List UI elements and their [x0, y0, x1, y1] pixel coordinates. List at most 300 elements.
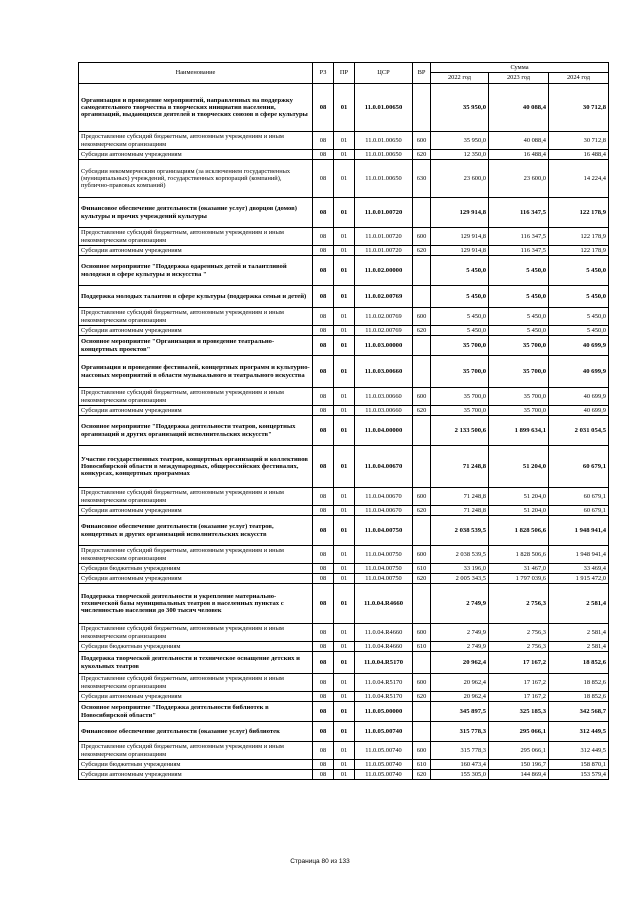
row-name: Субсидии бюджетным учреждениям: [79, 642, 313, 652]
row-name: Субсидии автономным учреждениям: [79, 150, 313, 160]
row-value-2022: 2 749,9: [431, 642, 489, 652]
row-csr: 11.0.04.R4660: [355, 624, 413, 642]
row-value-2022: 155 305,0: [431, 770, 489, 780]
row-name: Основное мероприятие "Поддержка деятельности библиотек в Новосибирской области": [79, 702, 313, 722]
row-pr: 01: [334, 564, 355, 574]
row-vr: 620: [413, 150, 431, 160]
row-value-2023: 17 167,2: [489, 652, 549, 674]
row-csr: 11.0.05.00740: [355, 742, 413, 760]
row-value-2024: 312 449,5: [549, 742, 609, 760]
row-csr: 11.0.01.00650: [355, 150, 413, 160]
row-value-2024: 2 581,4: [549, 642, 609, 652]
row-name: Предоставление субсидий бюджетным, автономным учреждениям и иным некоммерческим организациям: [79, 742, 313, 760]
row-value-2022: 345 897,5: [431, 702, 489, 722]
row-value-2022: 35 950,0: [431, 84, 489, 132]
row-rz: 08: [313, 84, 334, 132]
row-value-2022: 129 914,8: [431, 198, 489, 228]
row-csr: 11.0.03.00000: [355, 336, 413, 356]
row-value-2024: 1 915 472,0: [549, 574, 609, 584]
row-pr: 01: [334, 760, 355, 770]
table-row: [79, 446, 609, 488]
row-rz: 08: [313, 416, 334, 446]
row-rz: 08: [313, 488, 334, 506]
row-value-2024: 40 699,9: [549, 336, 609, 356]
table-row: [79, 770, 609, 780]
row-pr: 01: [334, 652, 355, 674]
table-row: [79, 624, 609, 642]
row-value-2024: 18 852,6: [549, 674, 609, 692]
row-pr: 01: [334, 286, 355, 308]
row-csr: 11.0.01.00650: [355, 160, 413, 198]
row-csr: 11.0.05.00740: [355, 722, 413, 742]
row-rz: 08: [313, 246, 334, 256]
row-pr: 01: [334, 198, 355, 228]
row-value-2022: 315 778,3: [431, 742, 489, 760]
row-value-2022: 129 914,8: [431, 228, 489, 246]
row-value-2022: 2 005 343,5: [431, 574, 489, 584]
row-value-2023: 40 088,4: [489, 84, 549, 132]
row-value-2023: 1 828 506,6: [489, 546, 549, 564]
row-name: Субсидии бюджетным учреждениям: [79, 760, 313, 770]
table-row: [79, 406, 609, 416]
row-pr: 01: [334, 132, 355, 150]
row-value-2024: 2 581,4: [549, 584, 609, 624]
row-csr: 11.0.04.00750: [355, 516, 413, 546]
table-row: [79, 722, 609, 742]
budget-table: [78, 62, 609, 780]
row-value-2022: 2 749,9: [431, 624, 489, 642]
table-row: [79, 674, 609, 692]
row-vr: [413, 652, 431, 674]
row-value-2022: 12 350,0: [431, 150, 489, 160]
row-csr: 11.0.04.00670: [355, 446, 413, 488]
row-rz: 08: [313, 256, 334, 286]
row-name: Финансовое обеспечение деятельности (оказание услуг) театров, концертных и других организаций исполнительских искусств: [79, 516, 313, 546]
row-csr: 11.0.02.00769: [355, 308, 413, 326]
row-name: Предоставление субсидий бюджетным, автономным учреждениям и иным некоммерческим организациям: [79, 308, 313, 326]
row-vr: 600: [413, 132, 431, 150]
row-csr: 11.0.03.00660: [355, 388, 413, 406]
row-name: Предоставление субсидий бюджетным, автономным учреждениям и иным некоммерческим организациям: [79, 132, 313, 150]
row-pr: 01: [334, 416, 355, 446]
table-row: [79, 132, 609, 150]
row-value-2023: 51 204,0: [489, 506, 549, 516]
row-pr: 01: [334, 308, 355, 326]
row-pr: 01: [334, 742, 355, 760]
row-name: Субсидии автономным учреждениям: [79, 326, 313, 336]
row-value-2023: 23 600,0: [489, 160, 549, 198]
row-vr: 620: [413, 692, 431, 702]
row-value-2024: 1 948 941,4: [549, 516, 609, 546]
row-name: Финансовое обеспечение деятельности (оказание услуг) дворцов (домов) культуры и прочих учреждений культуры: [79, 198, 313, 228]
row-pr: 01: [334, 246, 355, 256]
row-value-2023: 51 204,0: [489, 446, 549, 488]
row-rz: 08: [313, 642, 334, 652]
row-rz: 08: [313, 770, 334, 780]
table-row: [79, 642, 609, 652]
table-row: [79, 228, 609, 246]
header-name: Наименование: [79, 63, 313, 84]
table-row: [79, 150, 609, 160]
row-vr: [413, 256, 431, 286]
row-value-2022: 35 700,0: [431, 406, 489, 416]
table-row: [79, 574, 609, 584]
row-csr: 11.0.03.00660: [355, 406, 413, 416]
row-value-2024: 18 852,6: [549, 652, 609, 674]
table-row: [79, 308, 609, 326]
row-value-2024: 153 579,4: [549, 770, 609, 780]
table-row: [79, 356, 609, 388]
row-rz: 08: [313, 722, 334, 742]
row-value-2023: 35 700,0: [489, 388, 549, 406]
row-value-2022: 20 962,4: [431, 692, 489, 702]
row-name: Организация и проведение фестивалей, концертных программ и культурно- массовых мероприятий в области музыкального и театрального искусства: [79, 356, 313, 388]
row-value-2024: 5 450,0: [549, 326, 609, 336]
table-row: [79, 692, 609, 702]
row-vr: [413, 702, 431, 722]
row-name: Основное мероприятие "Организация и проведение театрально-концертных проектов": [79, 336, 313, 356]
row-value-2022: 23 600,0: [431, 160, 489, 198]
row-value-2024: 60 679,1: [549, 446, 609, 488]
row-pr: 01: [334, 256, 355, 286]
row-pr: 01: [334, 546, 355, 564]
row-csr: 11.0.04.00750: [355, 564, 413, 574]
row-vr: [413, 446, 431, 488]
row-name: Субсидии автономным учреждениям: [79, 770, 313, 780]
row-value-2023: 2 756,3: [489, 584, 549, 624]
row-name: Субсидии автономным учреждениям: [79, 692, 313, 702]
row-pr: 01: [334, 388, 355, 406]
row-value-2022: 2 749,9: [431, 584, 489, 624]
row-pr: 01: [334, 642, 355, 652]
row-vr: [413, 584, 431, 624]
row-rz: 08: [313, 742, 334, 760]
row-name: Субсидии автономным учреждениям: [79, 506, 313, 516]
row-csr: 11.0.02.00769: [355, 326, 413, 336]
row-pr: 01: [334, 516, 355, 546]
row-value-2022: 5 450,0: [431, 286, 489, 308]
header-year-2022: 2022 год: [431, 73, 489, 84]
row-pr: 01: [334, 584, 355, 624]
row-vr: 600: [413, 308, 431, 326]
row-name: Поддержка творческой деятельности и укрепление материально-технической базы муниципальных театров в населенных пунктах с численностью населения до 300 тысяч человек: [79, 584, 313, 624]
row-csr: 11.0.01.00650: [355, 84, 413, 132]
row-vr: 620: [413, 574, 431, 584]
row-vr: 600: [413, 674, 431, 692]
table-row: [79, 564, 609, 574]
row-vr: [413, 356, 431, 388]
row-value-2022: 35 700,0: [431, 388, 489, 406]
row-vr: [413, 286, 431, 308]
row-value-2024: 122 178,9: [549, 246, 609, 256]
row-value-2023: 5 450,0: [489, 326, 549, 336]
row-value-2022: 35 700,0: [431, 336, 489, 356]
row-value-2022: 2 038 539,5: [431, 516, 489, 546]
table-row: [79, 760, 609, 770]
header-rz: РЗ: [313, 63, 334, 84]
row-value-2024: 158 870,1: [549, 760, 609, 770]
row-csr: 11.0.01.00650: [355, 132, 413, 150]
row-rz: 08: [313, 564, 334, 574]
row-name: Основное мероприятие "Поддержка деятельности театров, концертных организаций и других организаций исполнительских искусств": [79, 416, 313, 446]
row-value-2023: 5 450,0: [489, 256, 549, 286]
row-value-2024: 2 581,4: [549, 624, 609, 642]
row-value-2022: 71 248,8: [431, 506, 489, 516]
row-value-2023: 2 756,3: [489, 642, 549, 652]
row-rz: 08: [313, 286, 334, 308]
row-vr: 610: [413, 642, 431, 652]
row-pr: 01: [334, 702, 355, 722]
row-name: Предоставление субсидий бюджетным, автономным учреждениям и иным некоммерческим организациям: [79, 546, 313, 564]
row-name: Финансовое обеспечение деятельности (оказание услуг) библиотек: [79, 722, 313, 742]
row-vr: [413, 516, 431, 546]
row-csr: 11.0.04.R4660: [355, 642, 413, 652]
table-body: [79, 84, 609, 780]
row-value-2024: 60 679,1: [549, 488, 609, 506]
row-rz: 08: [313, 574, 334, 584]
row-name: Субсидии автономным учреждениям: [79, 246, 313, 256]
row-rz: 08: [313, 356, 334, 388]
row-csr: 11.0.05.00740: [355, 770, 413, 780]
row-rz: 08: [313, 506, 334, 516]
row-value-2023: 35 700,0: [489, 406, 549, 416]
row-value-2024: 312 449,5: [549, 722, 609, 742]
row-pr: 01: [334, 770, 355, 780]
row-value-2024: 40 699,9: [549, 406, 609, 416]
row-value-2023: 295 066,1: [489, 722, 549, 742]
row-pr: 01: [334, 356, 355, 388]
table-row: [79, 84, 609, 132]
row-value-2022: 315 778,3: [431, 722, 489, 742]
row-vr: 620: [413, 406, 431, 416]
row-name: Участие государственных театров, концертных организаций и коллективов Новосибирской области в международных, общероссийских фестивалях, конкурсах, концертных программах: [79, 446, 313, 488]
row-csr: 11.0.02.00000: [355, 256, 413, 286]
row-value-2024: 16 488,4: [549, 150, 609, 160]
page: [78, 62, 608, 780]
table-row: [79, 326, 609, 336]
row-value-2023: 1 899 634,1: [489, 416, 549, 446]
table-row: [79, 286, 609, 308]
row-name: Предоставление субсидий бюджетным, автономным учреждениям и иным некоммерческим организациям: [79, 674, 313, 692]
row-vr: 630: [413, 160, 431, 198]
row-value-2023: 40 088,4: [489, 132, 549, 150]
row-pr: 01: [334, 574, 355, 584]
row-rz: 08: [313, 326, 334, 336]
row-pr: 01: [334, 446, 355, 488]
row-name: Предоставление субсидий бюджетным, автономным учреждениям и иным некоммерческим организациям: [79, 624, 313, 642]
row-rz: 08: [313, 198, 334, 228]
row-value-2023: 16 488,4: [489, 150, 549, 160]
row-csr: 11.0.01.00720: [355, 246, 413, 256]
row-value-2024: 1 948 941,4: [549, 546, 609, 564]
table-row: [79, 256, 609, 286]
row-value-2022: 2 038 539,5: [431, 546, 489, 564]
row-name: Организация и проведение мероприятий, направленных на поддержку самодеятельного творчества в творческих инициатив населения, организаций, выдающихся деятелей и творческих союзов в сфере культуры: [79, 84, 313, 132]
header-year-2024: 2024 год: [549, 73, 609, 84]
row-pr: 01: [334, 228, 355, 246]
row-pr: 01: [334, 722, 355, 742]
row-value-2024: 40 699,9: [549, 388, 609, 406]
row-pr: 01: [334, 150, 355, 160]
row-rz: 08: [313, 674, 334, 692]
row-csr: 11.0.04.R5170: [355, 692, 413, 702]
row-pr: 01: [334, 406, 355, 416]
row-csr: 11.0.04.00750: [355, 574, 413, 584]
row-value-2022: 35 950,0: [431, 132, 489, 150]
page-number: Страница 80 из 133: [290, 858, 350, 865]
row-csr: 11.0.04.R4660: [355, 584, 413, 624]
row-csr: 11.0.04.00670: [355, 488, 413, 506]
row-vr: 610: [413, 564, 431, 574]
row-vr: 620: [413, 506, 431, 516]
row-pr: 01: [334, 84, 355, 132]
table-row: [79, 198, 609, 228]
row-csr: 11.0.04.R5170: [355, 674, 413, 692]
row-value-2024: 5 450,0: [549, 308, 609, 326]
row-vr: 600: [413, 742, 431, 760]
row-name: Субсидии некоммерческим организациям (за исключением государственных (муниципальных) учреждений, государственных корпораций (компаний), публично-правовых компаний): [79, 160, 313, 198]
row-value-2022: 160 473,4: [431, 760, 489, 770]
row-rz: 08: [313, 546, 334, 564]
row-csr: 11.0.04.R5170: [355, 652, 413, 674]
row-value-2024: 342 568,7: [549, 702, 609, 722]
row-csr: 11.0.01.00720: [355, 198, 413, 228]
row-name: Субсидии автономным учреждениям: [79, 406, 313, 416]
table-row: [79, 546, 609, 564]
table-row: [79, 742, 609, 760]
row-value-2023: 51 204,0: [489, 488, 549, 506]
table-row: [79, 652, 609, 674]
row-rz: 08: [313, 702, 334, 722]
row-pr: 01: [334, 674, 355, 692]
row-vr: [413, 198, 431, 228]
row-name: Основное мероприятие "Поддержка одаренных детей и талантливой молодежи в сфере культуры и искусства ": [79, 256, 313, 286]
row-vr: 600: [413, 388, 431, 406]
row-value-2024: 30 712,8: [549, 84, 609, 132]
row-value-2023: 31 467,0: [489, 564, 549, 574]
row-value-2023: 295 066,1: [489, 742, 549, 760]
row-pr: 01: [334, 160, 355, 198]
row-vr: 610: [413, 760, 431, 770]
row-csr: 11.0.02.00769: [355, 286, 413, 308]
row-rz: 08: [313, 388, 334, 406]
row-value-2022: 2 133 500,6: [431, 416, 489, 446]
row-value-2023: 35 700,0: [489, 336, 549, 356]
table-row: [79, 160, 609, 198]
row-name: Предоставление субсидий бюджетным, автономным учреждениям и иным некоммерческим организациям: [79, 488, 313, 506]
row-value-2023: 116 347,5: [489, 198, 549, 228]
row-value-2023: 35 700,0: [489, 356, 549, 388]
row-vr: 600: [413, 228, 431, 246]
row-rz: 08: [313, 446, 334, 488]
table-row: [79, 506, 609, 516]
row-rz: 08: [313, 624, 334, 642]
row-value-2023: 1 828 506,6: [489, 516, 549, 546]
row-value-2024: 5 450,0: [549, 256, 609, 286]
row-rz: 08: [313, 652, 334, 674]
row-value-2022: 5 450,0: [431, 326, 489, 336]
row-name: Поддержка молодых талантов в сфере культуры (поддержка семьи и детей): [79, 286, 313, 308]
row-value-2023: 325 185,3: [489, 702, 549, 722]
row-rz: 08: [313, 584, 334, 624]
row-value-2023: 116 347,5: [489, 246, 549, 256]
row-pr: 01: [334, 488, 355, 506]
row-value-2022: 20 962,4: [431, 674, 489, 692]
table-row: [79, 388, 609, 406]
row-name: Поддержка творческой деятельности и техническое оснащение детских и кукольных театров: [79, 652, 313, 674]
row-pr: 01: [334, 326, 355, 336]
row-value-2024: 30 712,8: [549, 132, 609, 150]
header-sum: Сумма: [431, 63, 609, 73]
row-vr: 600: [413, 624, 431, 642]
row-value-2023: 1 797 039,6: [489, 574, 549, 584]
row-rz: 08: [313, 692, 334, 702]
row-vr: [413, 84, 431, 132]
row-value-2024: 2 031 054,5: [549, 416, 609, 446]
row-value-2022: 5 450,0: [431, 308, 489, 326]
table-row: [79, 516, 609, 546]
table-row: [79, 702, 609, 722]
row-vr: [413, 416, 431, 446]
row-pr: 01: [334, 624, 355, 642]
row-vr: 600: [413, 488, 431, 506]
row-rz: 08: [313, 150, 334, 160]
row-vr: [413, 722, 431, 742]
table-row: [79, 416, 609, 446]
row-pr: 01: [334, 692, 355, 702]
row-rz: 08: [313, 308, 334, 326]
row-value-2023: 5 450,0: [489, 286, 549, 308]
row-value-2024: 14 224,4: [549, 160, 609, 198]
row-value-2022: 35 700,0: [431, 356, 489, 388]
table-row: [79, 584, 609, 624]
row-value-2024: 40 699,9: [549, 356, 609, 388]
row-value-2024: 60 679,1: [549, 506, 609, 516]
row-pr: 01: [334, 506, 355, 516]
row-value-2023: 144 869,4: [489, 770, 549, 780]
row-value-2023: 17 167,2: [489, 674, 549, 692]
row-csr: 11.0.03.00660: [355, 356, 413, 388]
header-csr: ЦСР: [355, 63, 413, 84]
row-value-2022: 71 248,8: [431, 446, 489, 488]
row-value-2024: 5 450,0: [549, 286, 609, 308]
row-value-2023: 5 450,0: [489, 308, 549, 326]
row-value-2024: 122 178,9: [549, 198, 609, 228]
table-row: [79, 488, 609, 506]
row-value-2024: 122 178,9: [549, 228, 609, 246]
row-value-2023: 2 756,3: [489, 624, 549, 642]
row-rz: 08: [313, 336, 334, 356]
row-value-2024: 33 469,4: [549, 564, 609, 574]
row-csr: 11.0.04.00000: [355, 416, 413, 446]
row-name: Предоставление субсидий бюджетным, автономным учреждениям и иным некоммерческим организациям: [79, 228, 313, 246]
row-value-2022: 33 196,0: [431, 564, 489, 574]
row-vr: 620: [413, 246, 431, 256]
row-csr: 11.0.04.00670: [355, 506, 413, 516]
row-name: Субсидии автономным учреждениям: [79, 574, 313, 584]
row-value-2022: 5 450,0: [431, 256, 489, 286]
row-csr: 11.0.05.00740: [355, 760, 413, 770]
row-value-2023: 116 347,5: [489, 228, 549, 246]
row-rz: 08: [313, 406, 334, 416]
table-row: [79, 336, 609, 356]
row-name: Предоставление субсидий бюджетным, автономным учреждениям и иным некоммерческим организациям: [79, 388, 313, 406]
row-rz: 08: [313, 160, 334, 198]
row-value-2024: 18 852,6: [549, 692, 609, 702]
row-value-2022: 20 962,4: [431, 652, 489, 674]
row-vr: 600: [413, 546, 431, 564]
row-value-2023: 17 167,2: [489, 692, 549, 702]
